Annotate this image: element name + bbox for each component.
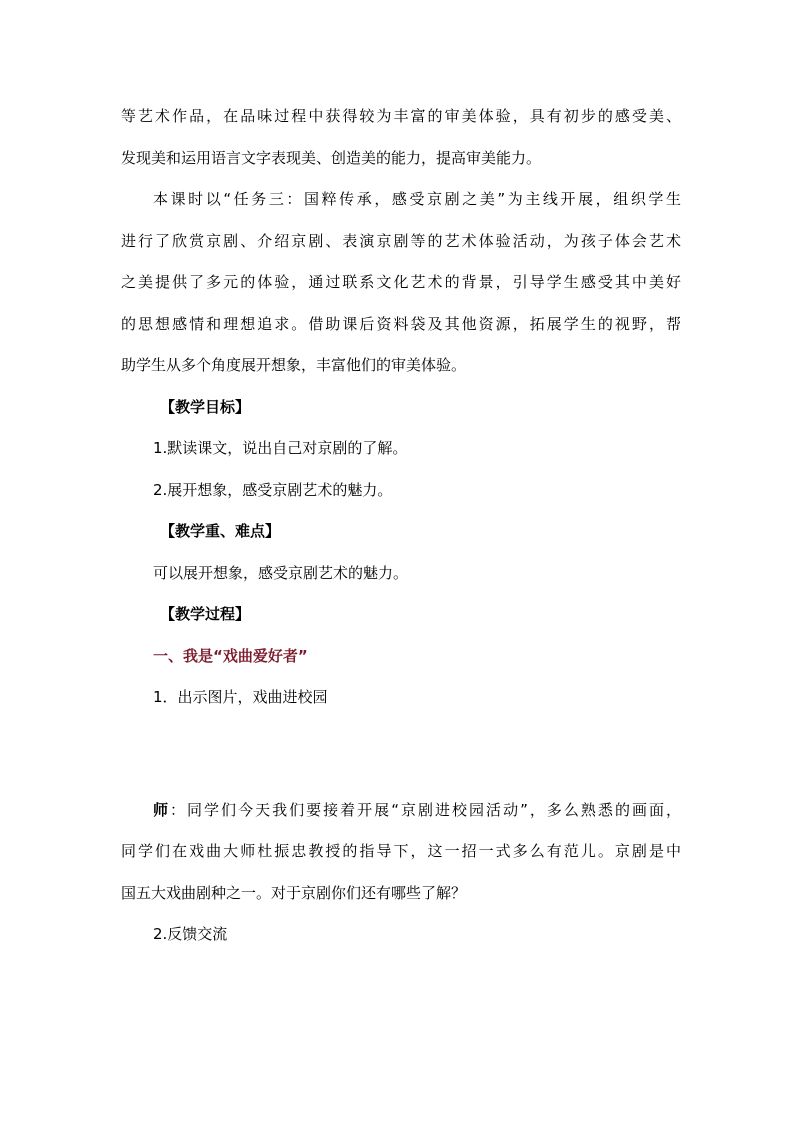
objectives-heading: 【教学目标】 <box>160 398 251 416</box>
objective-item: 2.展开想象，感受京剧艺术的魅力。 <box>153 481 393 499</box>
paragraph-line: 本课时以“任务三：国粹传承，感受京剧之美”为主线开展，组织学生 <box>153 190 681 208</box>
paragraph-line: 之美提供了多元的体验，通过联系文化艺术的背景，引导学生感受其中美好 <box>121 273 681 291</box>
paragraph-line: 助学生从多个角度展开想象，丰富他们的审美体验。 <box>121 356 467 374</box>
section-title: 一、我是“戏曲爱好者” <box>153 647 308 665</box>
process-heading: 【教学过程】 <box>160 605 251 623</box>
step-item: 1．出示图片，戏曲进校园 <box>153 688 328 706</box>
paragraph-line: 等艺术作品，在品味过程中获得较为丰富的审美体验，具有初步的感受美、 <box>121 107 681 125</box>
teacher-speech-text: ：同学们今天我们要接着开展“京剧进校园活动”，多么熟悉的画面， <box>170 801 681 819</box>
step-item: 2.反馈交流 <box>153 925 228 943</box>
paragraph-line: 发现美和运用语言文字表现美、创造美的能力，提高审美能力。 <box>121 149 542 167</box>
key-points-heading: 【教学重、难点】 <box>160 522 281 540</box>
paragraph-line: 的思想感情和理想追求。借助课后资料袋及其他资源，拓展学生的视野，帮 <box>121 315 681 333</box>
objective-item: 1.默读课文，说出自己对京剧的了解。 <box>153 439 408 457</box>
teacher-speech-line <box>153 800 681 820</box>
key-points-text: 可以展开想象，感受京剧艺术的魅力。 <box>153 564 409 582</box>
paragraph-line: 进行了欣赏京剧、介绍京剧、表演京剧等的艺术体验活动，为孩子体会艺术 <box>121 232 681 250</box>
teacher-speech-line: 国五大戏曲剧种之一。对于京剧你们还有哪些了解？ <box>121 884 467 902</box>
teacher-label: 师 <box>153 801 171 819</box>
teacher-speech-line: 同学们在戏曲大师杜振忠教授的指导下，这一招一式多么有范儿。京剧是中 <box>121 842 681 860</box>
